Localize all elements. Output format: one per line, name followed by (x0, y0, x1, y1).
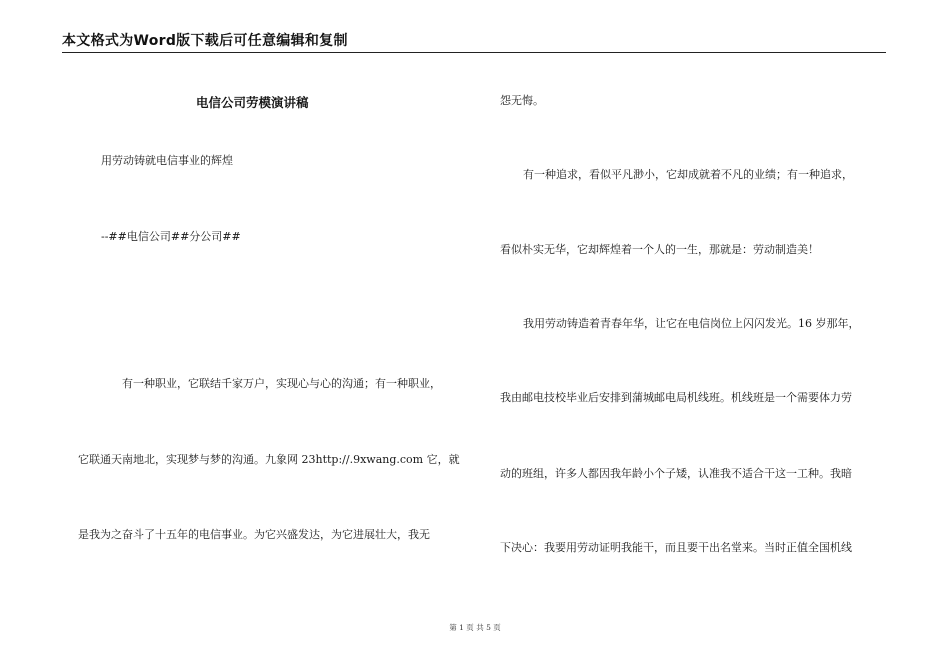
subtitle-line: 用劳动铸就电信事业的辉煌 (101, 154, 233, 167)
paragraph-line: 看似朴实无华，它却辉煌着一个人的一生，那就是：劳动制造美！ (500, 243, 819, 256)
download-banner: 本文格式为Word版下载后可任意编辑和复制 (62, 33, 348, 49)
paragraph-line: 有一种职业，它联结千家万户，实现心与心的沟通；有一种职业， (122, 377, 441, 390)
paragraph-line: 怨无悔。 (500, 94, 544, 107)
paragraph-line: 动的班组，许多人都因我年龄小个子矮，认准我不适合干这一工种。我暗 (500, 467, 852, 480)
paragraph-line: 是我为之奋斗了十五年的电信事业。为它兴盛发达，为它进展壮大，我无 (78, 528, 430, 541)
banner-divider (62, 52, 886, 53)
paragraph-line: 我用劳动铸造着青春年华，让它在电信岗位上闪闪发光。16 岁那年， (523, 317, 860, 330)
author-line: --##电信公司##分公司## (101, 230, 241, 243)
paragraph-line: 下决心：我要用劳动证明我能干，而且要干出名堂来。当时正值全国机线 (500, 541, 852, 554)
paragraph-line: 我由邮电技校毕业后安排到蒲城邮电局机线班。机线班是一个需要体力劳 (500, 391, 852, 404)
paragraph-line: 有一种追求，看似平凡渺小，它却成就着不凡的业绩；有一种追求， (523, 168, 853, 181)
document-title: 电信公司劳模演讲稿 (196, 95, 309, 110)
paragraph-line: 它联通天南地北，实现梦与梦的沟通。九象网 23http://.9xwang.com 它，就 (78, 453, 460, 466)
page-number: 第 1 页 共 5 页 (449, 623, 501, 632)
